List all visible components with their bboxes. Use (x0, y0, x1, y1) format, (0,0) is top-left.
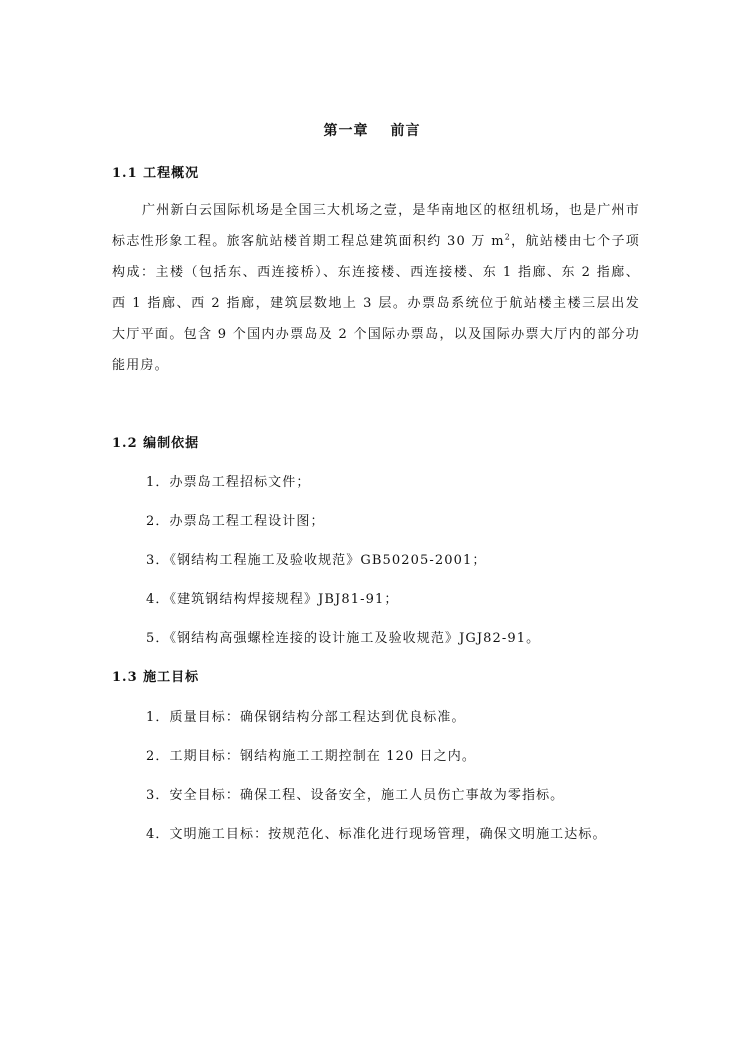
basis-item: 4．《建筑钢结构焊接规程》JBJ81-91； (146, 592, 399, 607)
overview-paragraph (112, 195, 640, 381)
chapter-number: 第一章 (323, 123, 369, 139)
chapter-title (0, 120, 744, 140)
chapter-name: 前言 (390, 123, 421, 139)
goal-item: 4．文明施工目标：按规范化、标准化进行现场管理，确保文明施工达标。 (146, 827, 607, 842)
section-heading-overview: 1.1 工程概况 (112, 166, 200, 181)
overview-text-part2: ，航站楼由七个子项构成：主楼（包括东、西连接桥）、东连接楼、西连接楼、东 1 指廊、东 2 指廊、西 1 指廊、西 2 指廊，建筑层数地上 3 层。办票岛系统位于航站楼主楼三层出发大厅平面。包含 9 个国内办票岛及 2 个国际办票岛，以及国际办票大厅内的部分功能用房。 (112, 234, 640, 373)
basis-item: 1．办票岛工程招标文件； (146, 475, 311, 490)
goal-item: 1．质量目标：确保钢结构分部工程达到优良标准。 (146, 710, 466, 725)
goal-item: 3．安全目标：确保工程、设备安全，施工人员伤亡事故为零指标。 (146, 788, 565, 803)
basis-item: 2．办票岛工程工程设计图； (146, 514, 325, 529)
section-heading-basis: 1.2 编制依据 (112, 436, 200, 451)
basis-item: 3．《钢结构工程施工及验收规范》GB50205-2001； (146, 553, 487, 568)
section-heading-goals: 1.3 施工目标 (112, 670, 200, 685)
basis-item: 5．《钢结构高强螺栓连接的设计施工及验收规范》JGJ82-91。 (146, 631, 541, 646)
overview-text-part1: 广州新白云国际机场是全国三大机场之壹，是华南地区的枢纽机场，也是广州市标志性形象工程。旅客航站楼首期工程总建筑面积约 30 万 m (112, 203, 640, 249)
superscript-2: 2 (504, 232, 512, 242)
goal-item: 2．工期目标：钢结构施工工期控制在 120 日之内。 (146, 749, 476, 764)
